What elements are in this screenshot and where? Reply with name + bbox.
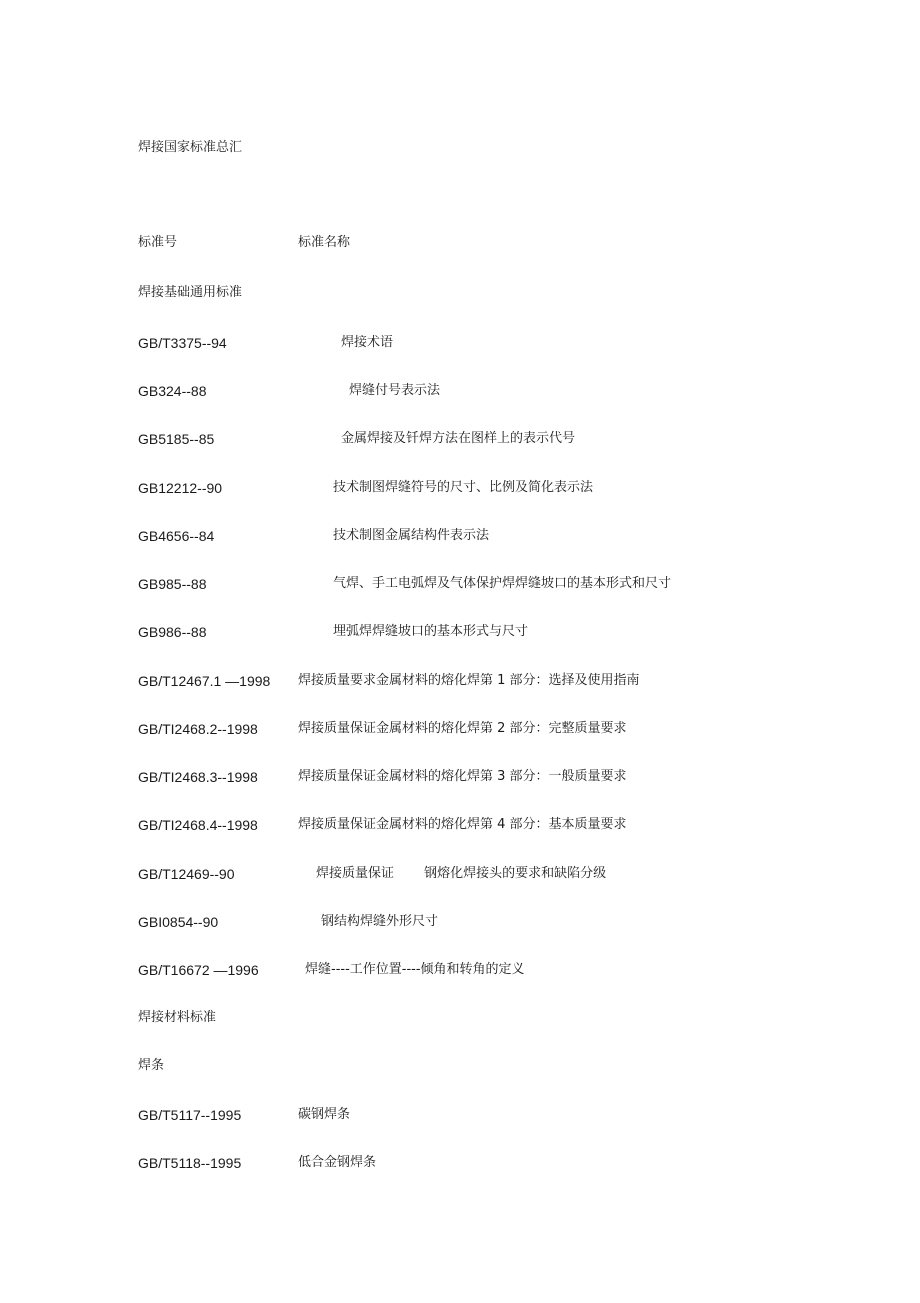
table-row: [138, 333, 838, 353]
table-row: [138, 429, 838, 449]
standard-name: 焊缝付号表示法: [349, 383, 441, 398]
standard-code: GB/T16672 —1996: [138, 962, 259, 978]
table-row: [138, 574, 858, 594]
table-row: [138, 815, 838, 835]
table-row: [138, 960, 838, 980]
standard-name: 金属焊接及钎焊方法在图样上的表示代号: [341, 431, 576, 446]
standard-name: 焊接质量要求金属材料的熔化焊第 1 部分：选择及使用指南: [298, 673, 640, 688]
standard-name: 焊接质量保证金属材料的熔化焊第 4 部分：基本质量要求: [298, 817, 627, 832]
table-row: [138, 622, 838, 642]
table-row: [138, 478, 838, 498]
standard-name: 气焊、手工电弧焊及气体保护焊焊缝坡口的基本形式和尺寸: [333, 576, 672, 591]
table-row: [138, 526, 838, 546]
standard-code: GBI0854--90: [138, 914, 219, 930]
standard-code: GB5185--85: [138, 431, 215, 447]
standard-code: GB/TI2468.3--1998: [138, 769, 258, 785]
standard-name: 焊接术语: [341, 335, 394, 350]
standard-code: GB986--88: [138, 624, 207, 640]
table-header: [138, 233, 538, 253]
header-standard-name: 标准名称: [298, 235, 351, 250]
table-row: [138, 767, 838, 787]
standard-code: GB/T12467.1 —1998: [138, 673, 271, 689]
standard-name: 技术制图金属结构件表示法: [333, 528, 490, 543]
table-row: [138, 864, 838, 884]
table-row: [138, 1153, 838, 1173]
standard-name: 焊接质量保证金属材料的熔化焊第 2 部分：完整质量要求: [298, 721, 627, 736]
standard-name: 低合金钢焊条: [298, 1155, 377, 1170]
standard-code: GB4656--84: [138, 528, 215, 544]
standard-code: GB12212--90: [138, 480, 223, 496]
standard-code: GB/TI2468.2--1998: [138, 721, 258, 737]
standard-name: 焊接质量保证 钢熔化焊接头的要求和缺陷分级: [316, 866, 607, 881]
table-row: [138, 381, 838, 401]
standard-code: GB/T12469--90: [138, 866, 235, 882]
header-standard-number: 标准号: [138, 235, 178, 250]
standard-code: GB324--88: [138, 383, 207, 399]
standard-name: 焊接质量保证金属材料的熔化焊第 3 部分：一般质量要求: [298, 769, 627, 784]
table-row: [138, 671, 838, 691]
table-row: [138, 1105, 838, 1125]
standard-name: 焊缝----工作位置----倾角和转角的定义: [305, 962, 525, 977]
standard-code: GB985--88: [138, 576, 207, 592]
standard-name: 碳钢焊条: [298, 1107, 351, 1122]
table-row: [138, 912, 838, 932]
table-row: [138, 719, 838, 739]
standard-code: GB/T5118--1995: [138, 1155, 242, 1171]
section-heading-general: 焊接基础通用标准: [138, 285, 243, 300]
standard-name: 技术制图焊缝符号的尺寸、比例及简化表示法: [333, 480, 594, 495]
standard-code: GB/T5117--1995: [138, 1107, 242, 1123]
standard-code: GB/T3375--94: [138, 335, 227, 351]
standard-code: GB/TI2468.4--1998: [138, 817, 258, 833]
document-title: 焊接国家标准总汇: [138, 140, 243, 155]
section-heading-materials: 焊接材料标准: [138, 1010, 217, 1025]
standard-name: 埋弧焊焊缝坡口的基本形式与尺寸: [333, 624, 529, 639]
subsection-heading-electrodes: 焊条: [138, 1058, 165, 1073]
standard-name: 钢结构焊缝外形尺寸: [321, 914, 439, 929]
